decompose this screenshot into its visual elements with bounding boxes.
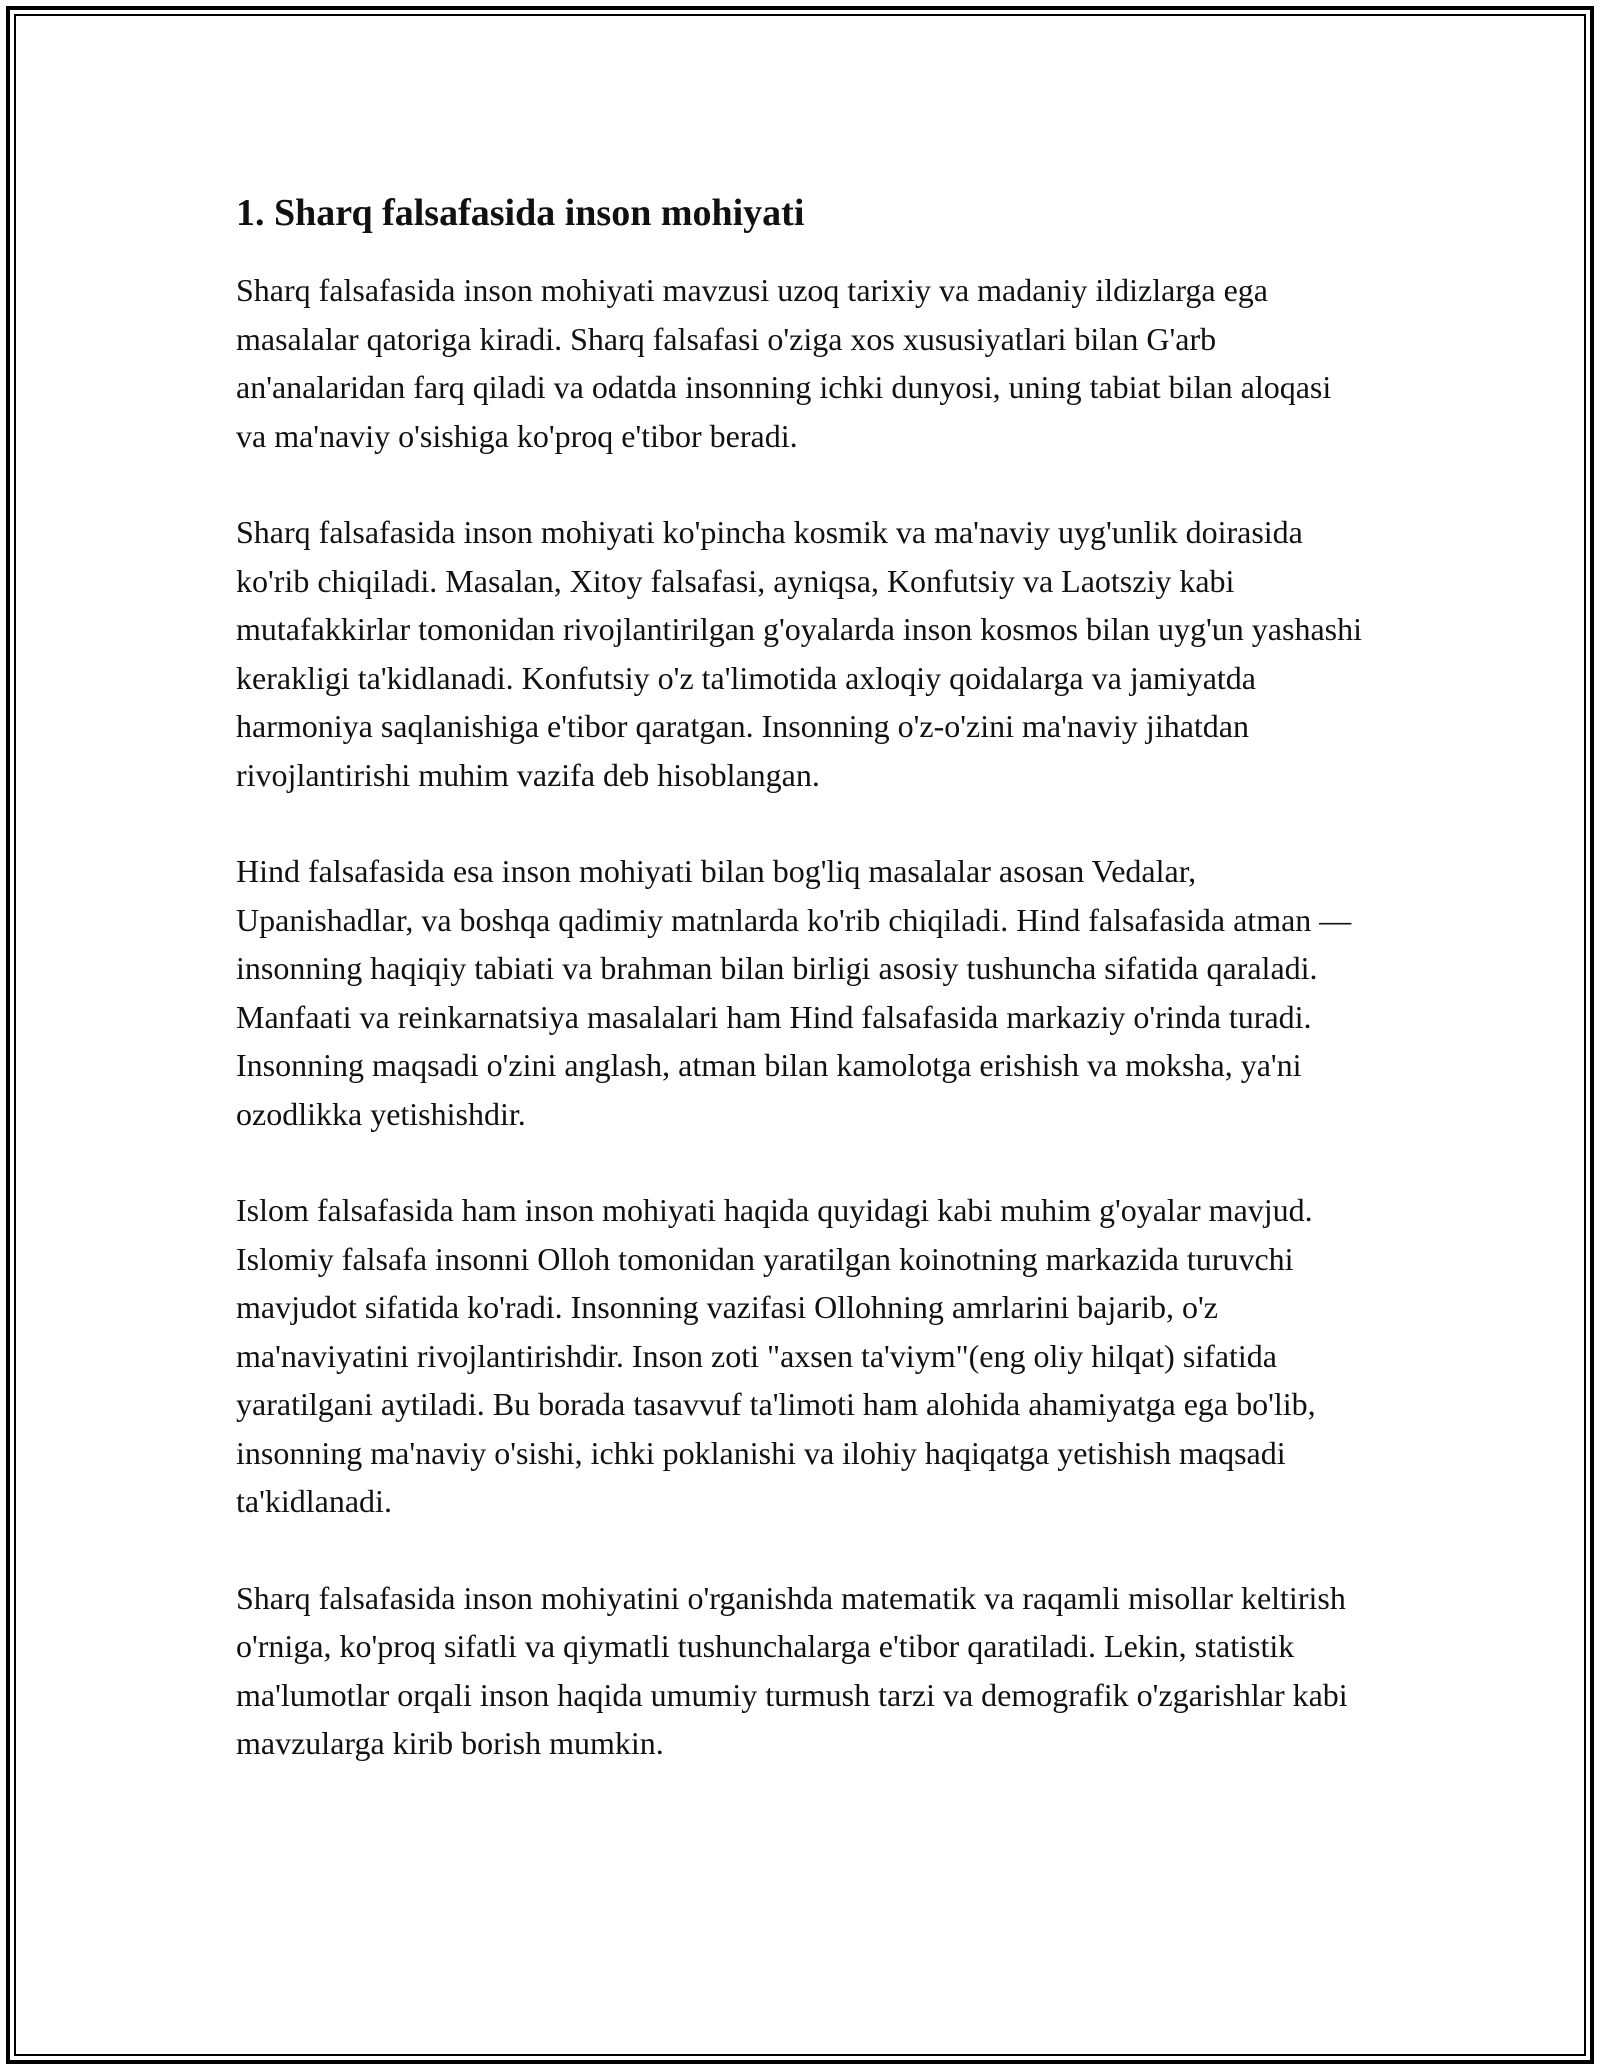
paragraph-chinese-philosophy: Sharq falsafasida inson mohiyati ko'pincha kosmik va ma'naviy uyg'unlik doirasida ko'rib chiqiladi. Masalan, Xitoy falsafasi, ayniqsa, Konfutsiy va Laotsziy kabi mutafakkirlar tomonidan rivojlantirilgan g'oyalarda inson kosmos bilan uyg'un yashashi kerakligi ta'kidlanadi. Konfutsiy o'z ta'limotida axloqiy qoidalarga va jamiyatda harmoniya saqlanishiga e'tibor qaratgan. Insonning o'z-o'zini ma'naviy jihatdan rivojlantirishi muhim vazifa deb hisoblangan. [236,514,1362,793]
paragraph-islamic-philosophy: Islom falsafasida ham inson mohiyati haqida quyidagi kabi muhim g'oyalar mavjud. Islomiy falsafa insonni Olloh tomonidan yaratilgan koinotning markazida turuvchi mavjudot sifatida ko'radi. Insonning vazifasi Ollohning amrlarini bajarib, o'z ma'naviyatini rivojlantirishdir. Inson zoti "axsen ta'viym"(eng oliy hilqat) sifatida yaratilgani aytiladi. Bu borada tasavvuf ta'limoti ham alohida ahamiyatga ega bo'lib, insonning ma'naviy o'sishi, ichki poklanishi va ilohiy haqiqatga yetishish maqsadi ta'kidlanadi. [236,1192,1316,1519]
document-body [236,188,1366,1816]
paragraph-conclusion: Sharq falsafasida inson mohiyatini o'rganishda matematik va raqamli misollar keltirish o'rniga, ko'proq sifatli va qiymatli tushunchalarga e'tibor qaratiladi. Lekin, statistik ma'lumotlar orqali inson haqida umumiy turmush tarzi va demografik o'zgarishlar kabi mavzularga kirib borish mumkin. [236,1579,1348,1761]
section-title: 1. Sharq falsafasida inson mohiyati [236,192,805,234]
paragraph-indian-philosophy: Hind falsafasida esa inson mohiyati bilan bog'liq masalalar asosan Vedalar, Upanishadlar, va boshqa qadimiy matnlarda ko'rib chiqiladi. Hind falsafasida atman — insonning haqiqiy tabiati va brahman bilan birligi asosiy tushuncha sifatida qaraladi. Manfaati va reinkarnatsiya masalalari ham Hind falsafasida markaziy o'rinda turadi. Insonning maqsadi o'zini anglash, atman bilan kamolotga erishish va moksha, ya'ni ozodlikka yetishishdir. [236,853,1352,1132]
paragraph-intro: Sharq falsafasida inson mohiyati mavzusi uzoq tarixiy va madaniy ildizlarga ega masalalar qatoriga kiradi. Sharq falsafasi o'ziga xos xususiyatlari bilan G'arb an'analaridan farq qiladi va odatda insonning ichki dunyosi, uning tabiat bilan aloqasi va ma'naviy o'sishiga ko'proq e'tibor beradi. [236,272,1332,454]
